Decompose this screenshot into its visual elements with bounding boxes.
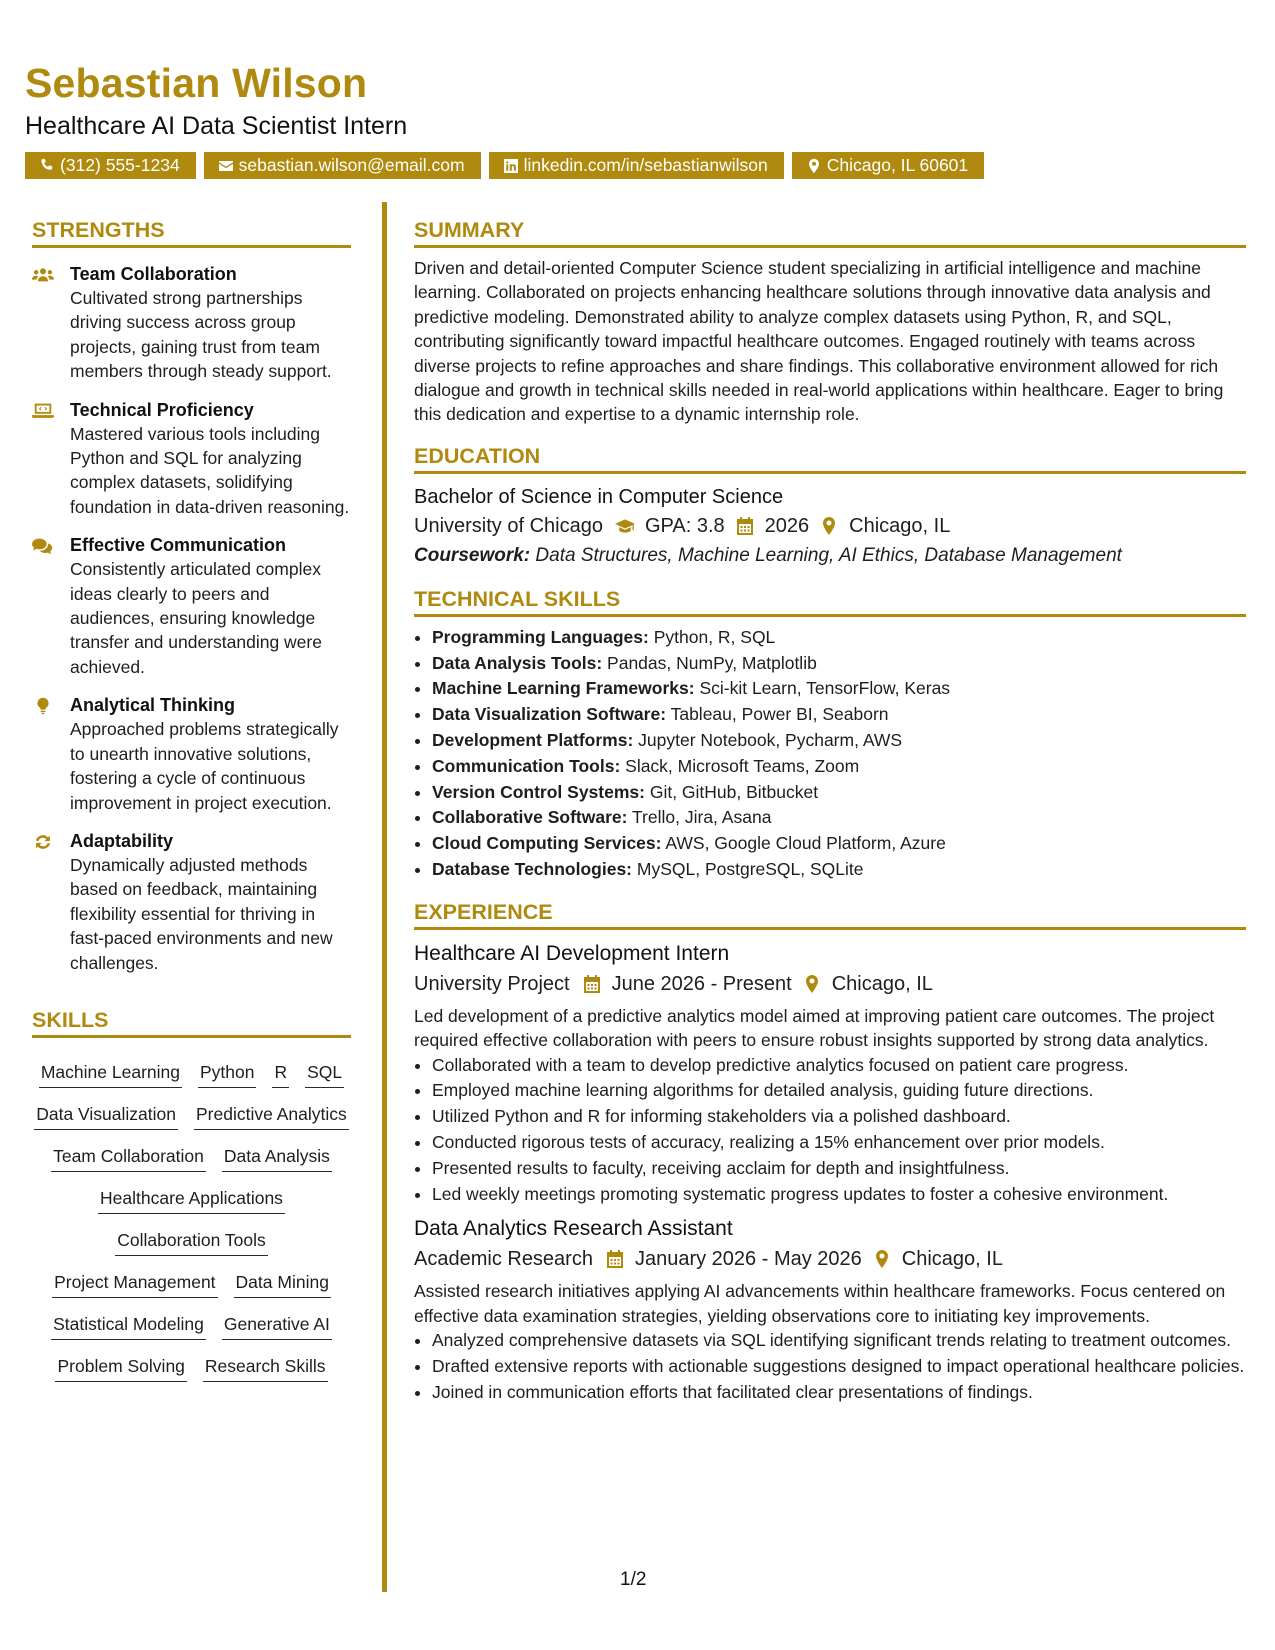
skills-list	[32, 1052, 351, 1382]
calendar-icon	[735, 516, 755, 536]
list-item	[432, 702, 1246, 728]
list-item	[432, 780, 1246, 806]
job-summary: Led development of a predictive analytics model aimed at improving patient care outcomes. The project required effective collaboration with peers to ensure robust insights supported by strong data analytics.	[414, 1005, 1215, 1051]
job-bullets	[414, 1328, 1246, 1405]
skill-tag: R	[272, 1060, 289, 1088]
tech-skill-value: MySQL, PostgreSQL, SQLite	[632, 859, 864, 880]
tech-skill-value: Tableau, Power BI, Seaborn	[666, 704, 889, 725]
candidate-name: Sebastian Wilson	[25, 60, 368, 106]
sync-icon	[32, 833, 54, 851]
job-dates: June 2026 - Present	[611, 972, 792, 995]
contact-bar	[25, 152, 984, 179]
tech-skill-label: Data Analysis Tools:	[432, 652, 603, 673]
tech-skill-label: Database Technologies:	[432, 859, 633, 880]
tech-skill-value: Jupyter Notebook, Pycharm, AWS	[633, 730, 903, 751]
list-item	[432, 805, 1246, 831]
right-column	[414, 215, 1246, 1406]
tech-skill-label: Communication Tools:	[432, 755, 621, 776]
job-meta	[414, 1243, 1246, 1275]
strength-title: Analytical Thinking	[70, 695, 236, 716]
tech-skill-value: Pandas, NumPy, Matplotlib	[602, 652, 817, 673]
left-column	[32, 215, 351, 1382]
tech-skill-label: Cloud Computing Services:	[432, 833, 662, 854]
school-name: University of Chicago	[414, 514, 603, 537]
skill-tag: Project Management	[52, 1270, 217, 1298]
job-title: Data Analytics Research Assistant	[414, 1217, 733, 1241]
education-location: Chicago, IL	[849, 514, 951, 537]
contact-email-text: sebastian.wilson@email.com	[238, 155, 465, 175]
skill-tag: Team Collaboration	[51, 1144, 206, 1172]
list-item	[432, 831, 1246, 857]
graduation-year: 2026	[764, 514, 810, 537]
strength-description: Cultivated strong partnerships driving success across group projects, gaining trust from team members through steady support.	[70, 288, 332, 382]
strength-title: Adaptability	[70, 830, 174, 851]
list-item	[432, 857, 1246, 883]
skill-tag: Problem Solving	[55, 1354, 186, 1382]
job-meta	[414, 968, 1246, 1000]
page-number: 1/2	[620, 1569, 647, 1590]
experience-heading: EXPERIENCE	[414, 897, 1246, 930]
list-item: • Drafted extensive reports with actionable suggestions designed to impact operational healthcare policies.	[432, 1354, 1246, 1380]
lightbulb-icon	[32, 697, 54, 715]
technical-skills-heading: TECHNICAL SKILLS	[414, 584, 1246, 617]
skill-tag: SQL	[305, 1060, 344, 1088]
skill-tag: Statistical Modeling	[51, 1312, 206, 1340]
comments-icon	[32, 537, 54, 555]
coursework-list: Data Structures, Machine Learning, AI Ethics, Database Management	[530, 544, 1122, 566]
strengths-heading: STRENGTHS	[32, 215, 351, 248]
strength-title: Technical Proficiency	[70, 399, 254, 420]
skill-tag: Data Visualization	[34, 1102, 178, 1130]
summary-heading: SUMMARY	[414, 215, 1246, 248]
strength-item	[32, 533, 351, 679]
tech-skill-label: Collaborative Software:	[432, 807, 628, 828]
degree-title: Bachelor of Science in Computer Science	[414, 485, 784, 508]
job-title: Healthcare AI Development Intern	[414, 941, 730, 965]
skill-tag: Collaboration Tools	[115, 1228, 268, 1256]
graduation-cap-icon	[615, 516, 635, 536]
column-divider	[382, 202, 387, 1592]
envelope-icon	[218, 158, 234, 174]
skill-tag: Python	[198, 1060, 256, 1088]
strength-title: Effective Communication	[70, 535, 287, 556]
users-icon	[32, 266, 54, 284]
list-item: • Collaborated with a team to develop predictive analytics focused on patient care progress.	[432, 1053, 1246, 1079]
job-org: University Project	[414, 972, 570, 995]
skill-tag: Predictive Analytics	[194, 1102, 349, 1130]
skill-tag: Healthcare Applications	[98, 1186, 285, 1214]
summary-text: Driven and detail-oriented Computer Science student specializing in artificial intelligence and machine learning. Collaborated on projects enhancing healthcare solutions through innovative data analysis and predictive modeling. Demonstrated ability to analyze complex datasets using Python, R, and SQL, contributing significantly toward impactful healthcare outcomes. Engaged routinely with teams across diverse projects to refine approaches and share findings. This collaborative environment allowed for rich dialogue and growth in technical skills needed in real-world applications within healthcare. Eager to bring this dedication and expertise to a dynamic internship role.	[414, 258, 1224, 425]
linkedin-icon	[503, 158, 519, 174]
list-item	[432, 676, 1246, 702]
job-location: Chicago, IL	[831, 972, 933, 995]
tech-skill-value: AWS, Google Cloud Platform, Azure	[661, 833, 946, 854]
tech-skill-label: Version Control Systems:	[432, 781, 645, 802]
laptop-code-icon	[32, 402, 54, 420]
tech-skill-value: Trello, Jira, Asana	[627, 807, 772, 828]
contact-location	[792, 152, 984, 179]
gpa: GPA: 3.8	[644, 514, 725, 537]
skill-tag: Generative AI	[222, 1312, 332, 1340]
coursework	[414, 542, 1246, 570]
list-item: • Utilized Python and R for informing stakeholders via a polished dashboard.	[432, 1104, 1246, 1130]
contact-location-text: Chicago, IL 60601	[826, 155, 969, 175]
list-item	[432, 625, 1246, 651]
tech-skill-label: Data Visualization Software:	[432, 704, 667, 725]
skill-tag: Data Mining	[234, 1270, 331, 1298]
education-meta	[414, 510, 1246, 542]
calendar-icon	[582, 974, 602, 994]
contact-phone[interactable]	[25, 152, 196, 179]
tech-skill-value: Python, R, SQL	[648, 626, 776, 647]
coursework-label: Coursework:	[414, 544, 531, 566]
tech-skill-value: Slack, Microsoft Teams, Zoom	[620, 755, 860, 776]
strength-description: Approached problems strategically to unearth innovative solutions, fostering a cycle of continuous improvement in project execution.	[70, 719, 339, 813]
list-item	[432, 651, 1246, 677]
tech-skill-label: Development Platforms:	[432, 730, 634, 751]
contact-email[interactable]	[204, 152, 481, 179]
skill-tag: Machine Learning	[39, 1060, 182, 1088]
skill-tag: Research Skills	[203, 1354, 328, 1382]
strength-description: Consistently articulated complex ideas clearly to peers and audiences, ensuring knowledge transfer and understanding were achieved.	[70, 559, 322, 677]
list-item: • Led weekly meetings promoting systematic progress updates to foster a cohesive environment.	[432, 1182, 1246, 1208]
strength-description: Mastered various tools including Python and SQL for analyzing complex datasets, solidifying foundation in data-driven reasoning.	[70, 423, 350, 517]
strength-item	[32, 262, 351, 384]
job-bullets	[414, 1053, 1246, 1208]
education-heading: EDUCATION	[414, 441, 1246, 474]
list-item: • Analyzed comprehensive datasets via SQL identifying significant trends relating to treatment outcomes.	[432, 1328, 1246, 1354]
tech-skill-value: Git, GitHub, Bitbucket	[644, 781, 819, 802]
skill-tag: Data Analysis	[222, 1144, 332, 1172]
strength-title: Team Collaboration	[70, 264, 237, 284]
phone-icon	[39, 158, 55, 174]
tech-skill-label: Programming Languages:	[432, 626, 649, 647]
list-item	[432, 754, 1246, 780]
list-item: • Employed machine learning algorithms for detailed analysis, guiding future directions.	[432, 1078, 1246, 1104]
list-item: • Conducted rigorous tests of accuracy, realizing a 15% enhancement over prior models.	[432, 1130, 1246, 1156]
list-item	[432, 728, 1246, 754]
job-org: Academic Research	[414, 1248, 593, 1271]
strength-item	[32, 829, 351, 975]
strength-description: Dynamically adjusted methods based on feedback, maintaining flexibility essential for thriving in fast-paced environments and new challenges.	[70, 854, 333, 973]
job-location: Chicago, IL	[901, 1248, 1003, 1271]
candidate-title: Healthcare AI Data Scientist Intern	[25, 112, 408, 140]
tech-skill-value: Sci-kit Learn, TensorFlow, Keras	[694, 678, 951, 699]
job-summary: Assisted research initiatives applying AI advancements within healthcare frameworks. Focus centered on effective data examination strategies, yielding observations core to initiating key improvements.	[414, 1281, 1226, 1326]
location-icon	[806, 158, 822, 174]
contact-linkedin-text: linkedin.com/in/sebastianwilson	[523, 155, 768, 175]
contact-linkedin[interactable]	[489, 152, 784, 179]
job-dates: January 2026 - May 2026	[634, 1248, 862, 1271]
contact-phone-text: (312) 555-1234	[60, 155, 180, 175]
tech-skill-label: Machine Learning Frameworks:	[432, 678, 695, 699]
location-icon	[872, 1249, 892, 1269]
strength-item	[32, 693, 351, 815]
location-icon	[802, 974, 822, 994]
strength-item	[32, 398, 351, 520]
location-icon	[819, 516, 839, 536]
list-item: • Presented results to faculty, receiving acclaim for depth and insightfulness.	[432, 1156, 1246, 1182]
calendar-icon	[605, 1249, 625, 1269]
list-item: • Joined in communication efforts that facilitated clear presentations of findings.	[432, 1380, 1246, 1406]
skills-heading: SKILLS	[32, 1005, 351, 1038]
technical-skills-list	[414, 625, 1246, 883]
